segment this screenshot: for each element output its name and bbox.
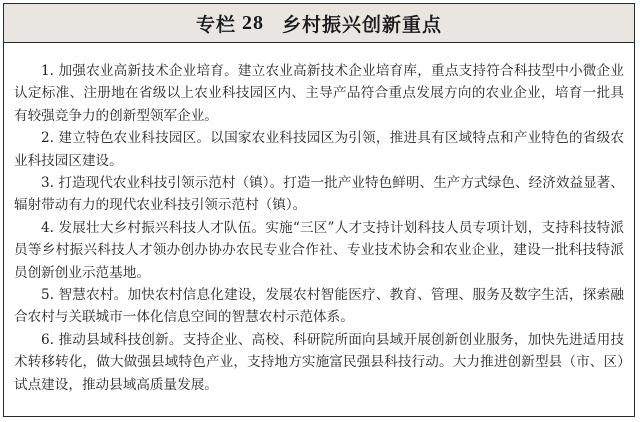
list-item: 1. 加强农业高新技术企业培育。建立农业高新技术企业培育库，重点支持符合科技型中小微企业认定标准、注册地在省级以上农业科技园区内、主导产品符合重点发展方向的农业企业，培育一批具有较强竞争力的创新型领军企业。	[14, 63, 624, 124]
column-title-prefix: 专栏	[195, 13, 236, 36]
column-box	[3, 3, 635, 417]
list-item: 4. 发展壮大乡村振兴科技人才队伍。实施“三区”人才支持计划科技人员专项计划，支持科技特派员等乡村振兴科技人才领办创办协办农民专业合作社、专业技术协会和农业企业，建设一批科技特派员创新创业示范基地。	[14, 219, 624, 281]
list-item: 5. 智慧农村。加快农村信息化建设，发展农村智能医疗、教育、管理、服务及数字生活，探索融合农村与关联城市一体化信息空间的智慧农村示范体系。	[14, 287, 624, 326]
column-content	[4, 43, 634, 396]
list-item: 2. 建立特色农业科技园区。以国家农业科技园区为引领，推进具有区域特点和产业特色的省级农业科技园区建设。	[14, 130, 624, 169]
column-title-number: 28	[242, 11, 264, 34]
list-item: 3. 打造现代农业科技引领示范村（镇）。打造一批产业特色鲜明、生产方式绿色、经济效益显著、辐射带动有力的现代农业科技引领示范村（镇）。	[14, 175, 624, 214]
column-title-text: 乡村振兴创新重点	[282, 13, 443, 36]
column-title-bar	[4, 4, 634, 43]
list-item: 6. 推动县域科技创新。支持企业、高校、科研院所面向县域开展创新创业服务，加快先进适用技术转移转化，做大做强县域特色产业，支持地方实施富民强县科技行动。大力推进创新型县（市、区）试点建设，推动县域高质量发展。	[14, 331, 624, 393]
